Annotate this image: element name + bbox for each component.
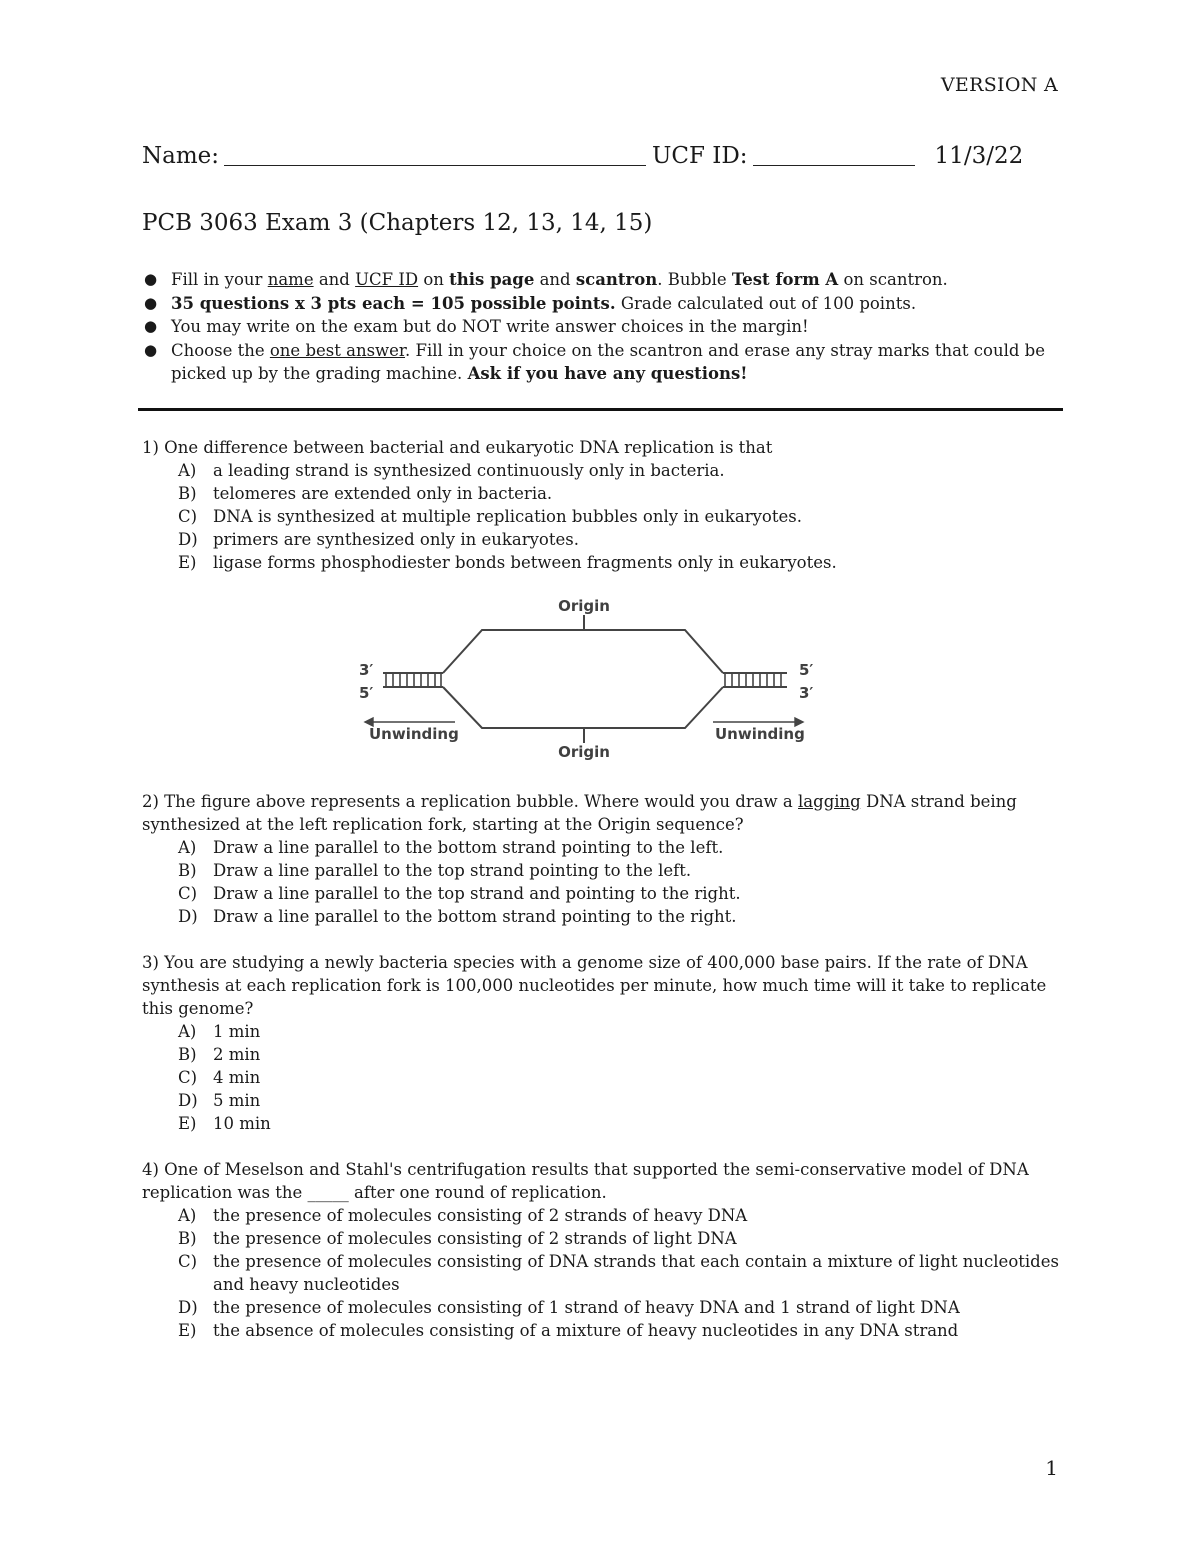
left-5prime-label: 5′ <box>359 684 374 702</box>
answer-option: A) 1 min <box>178 1022 261 1041</box>
bullet-icon: ● <box>144 317 158 335</box>
answer-option: E) the absence of molecules consisting of a mixture of heavy nucleotides in any DNA strand <box>178 1321 959 1340</box>
answer-options <box>142 836 1062 928</box>
answer-option: C) the presence of molecules consisting of DNA strands that each contain a mixture of light nucleotides and heavy nucleotides <box>178 1252 1059 1294</box>
ucf-id-blank <box>753 147 915 166</box>
instruction-item: ● Fill in your name and UCF ID on this page and scantron. Bubble Test form A on scantron. <box>142 268 1052 292</box>
answer-option: A) the presence of molecules consisting of 2 strands of heavy DNA <box>178 1206 748 1225</box>
instruction-item: ● You may write on the exam but do NOT write answer choices in the margin! <box>142 315 1052 339</box>
section-divider <box>138 408 1063 411</box>
question-stem: 3) You are studying a newly bacteria species with a genome size of 400,000 base pairs. If the rate of DNA synthesis at each replication fork is 100,000 nucleotides per minute, how much time will it take to replicate this genome? <box>142 953 1047 1018</box>
right-base-pairs <box>725 673 781 687</box>
right-unwinding-label: Unwinding <box>715 725 805 743</box>
answer-option: D) Draw a line parallel to the bottom strand pointing to the right. <box>178 907 737 926</box>
right-5prime-label: 5′ <box>799 661 814 679</box>
answer-option: A) Draw a line parallel to the bottom strand pointing to the left. <box>178 838 724 857</box>
name-label: Name: <box>142 143 220 169</box>
answer-option: B) telomeres are extended only in bacteria. <box>178 484 553 503</box>
answer-option: B) 2 min <box>178 1045 261 1064</box>
left-unwinding-label: Unwinding <box>369 725 459 743</box>
answer-options <box>142 1020 1062 1135</box>
page-number: 1 <box>1045 1456 1058 1480</box>
question-stem: 4) One of Meselson and Stahl's centrifugation results that supported the semi-conservative model of DNA replication was the _____ after one round of replication. <box>142 1160 1029 1202</box>
name-blank <box>224 147 646 166</box>
right-3prime-label: 3′ <box>799 684 814 702</box>
answer-option: E) ligase forms phosphodiester bonds between fragments only in eukaryotes. <box>178 553 837 572</box>
answer-option: D) the presence of molecules consisting of 1 strand of heavy DNA and 1 strand of light DNA <box>178 1298 960 1317</box>
ucf-id-label: UCF ID: <box>652 143 748 169</box>
bullet-icon: ● <box>144 340 158 359</box>
exam-date: 11/3/22 <box>934 143 1024 169</box>
answer-option: C) 4 min <box>178 1068 261 1087</box>
instruction-item: ● 35 questions x 3 pts each = 105 possible points. Grade calculated out of 100 points. <box>142 292 1052 316</box>
question-2 <box>142 790 1062 928</box>
question-1 <box>142 436 1062 574</box>
bullet-icon: ● <box>144 293 158 312</box>
answer-option: D) 5 min <box>178 1091 261 1110</box>
origin-top-label: Origin <box>558 597 610 615</box>
name-id-line <box>142 143 1072 169</box>
answer-option: B) Draw a line parallel to the top strand pointing to the left. <box>178 861 692 880</box>
question-stem: 2) The figure above represents a replication bubble. Where would you draw a lagging DNA strand being synthesized at the left replication fork, starting at the Origin sequence? <box>142 792 1017 834</box>
bubble-bottom-strand <box>443 687 723 728</box>
answer-option: C) DNA is synthesized at multiple replication bubbles only in eukaryotes. <box>178 507 802 526</box>
origin-bottom-label: Origin <box>558 743 610 761</box>
answer-option: D) primers are synthesized only in eukaryotes. <box>178 530 579 549</box>
replication-bubble-figure <box>355 595 815 765</box>
question-4 <box>142 1158 1062 1342</box>
bullet-icon: ● <box>144 270 158 288</box>
answer-options <box>142 459 1062 574</box>
answer-option: C) Draw a line parallel to the top strand and pointing to the right. <box>178 884 741 903</box>
left-base-pairs <box>386 673 441 687</box>
question-stem: 1) One difference between bacterial and eukaryotic DNA replication is that <box>142 438 773 457</box>
answer-options <box>142 1204 1062 1342</box>
bubble-top-strand <box>443 630 723 673</box>
question-3 <box>142 951 1062 1135</box>
exam-title: PCB 3063 Exam 3 (Chapters 12, 13, 14, 15) <box>142 210 653 236</box>
answer-option: B) the presence of molecules consisting of 2 strands of light DNA <box>178 1229 737 1248</box>
answer-option: A) a leading strand is synthesized continuously only in bacteria. <box>178 461 725 480</box>
left-3prime-label: 3′ <box>359 661 374 679</box>
instruction-item: ● Choose the one best answer. Fill in your choice on the scantron and erase any stray marks that could be picked up by the grading machine. Ask if you have any questions! <box>144 340 1046 383</box>
version-label: VERSION A <box>940 74 1058 96</box>
answer-option: E) 10 min <box>178 1114 271 1133</box>
instructions-list <box>142 268 1052 386</box>
